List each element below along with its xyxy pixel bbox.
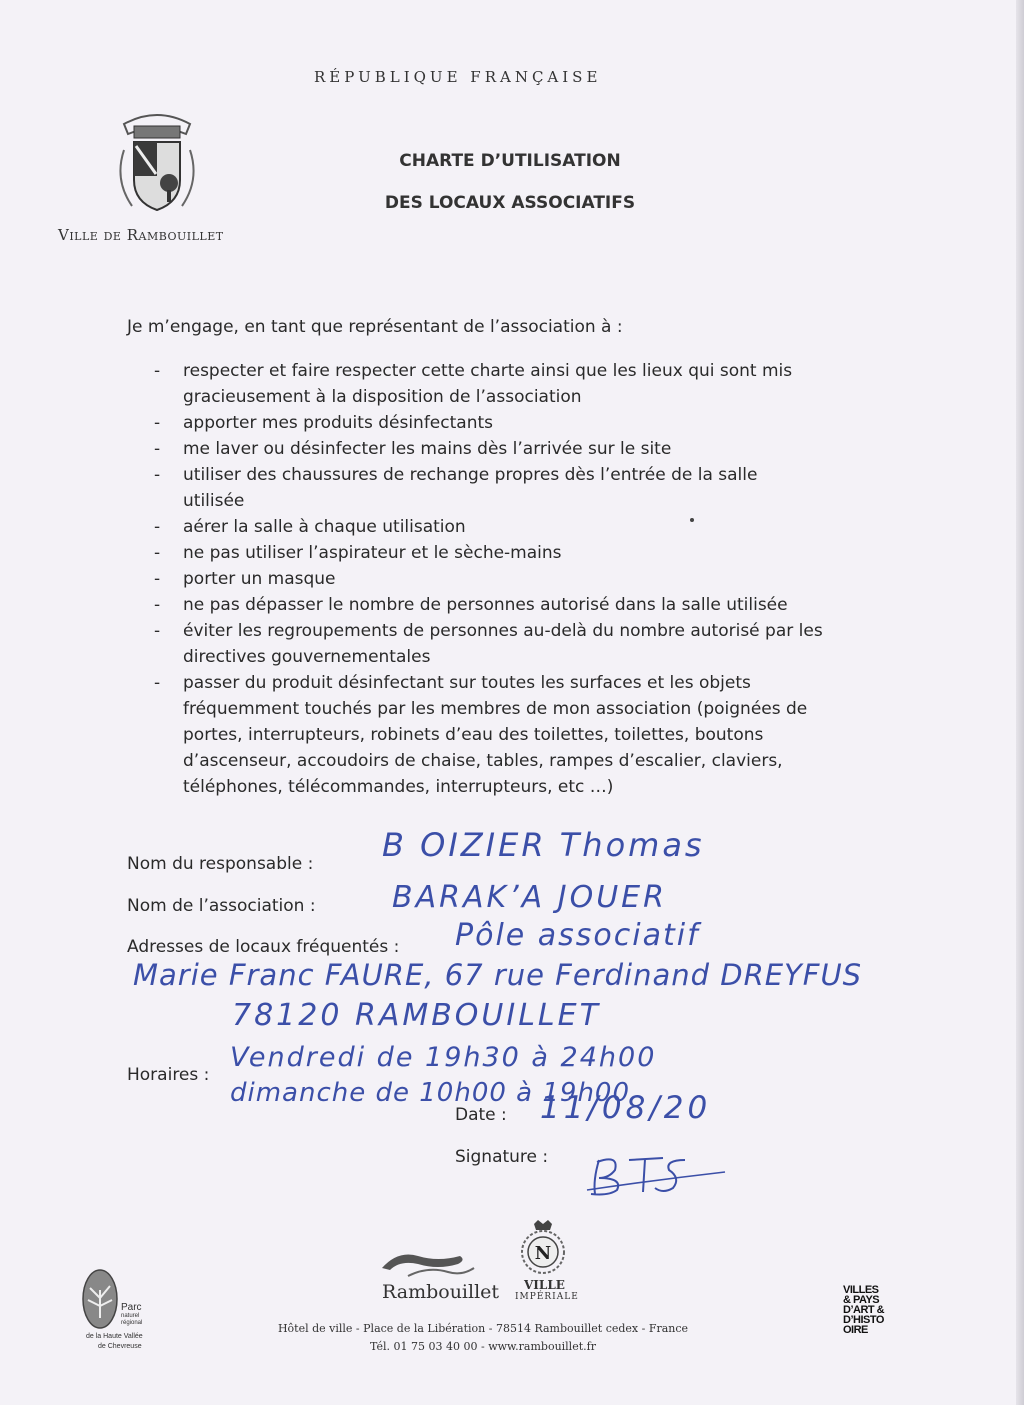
vpah-line: D’HISTO bbox=[843, 1314, 884, 1326]
bullet-dash: - bbox=[154, 621, 161, 641]
adresses-line2[interactable]: Marie Franc FAURE, 67 rue Ferdinand DREYFUS bbox=[133, 958, 863, 992]
town-name: Ville de Rambouillet bbox=[58, 226, 224, 244]
rule-line: porter un masque bbox=[183, 569, 336, 589]
horaires-label: Horaires : bbox=[127, 1065, 210, 1085]
list-item bbox=[150, 540, 895, 566]
medal-letter: N bbox=[534, 1243, 552, 1264]
bullet-dash: - bbox=[154, 595, 161, 615]
imperial-medal-icon bbox=[512, 1218, 574, 1276]
document-title-line1: CHARTE D’UTILISATION bbox=[399, 151, 621, 171]
list-item bbox=[150, 618, 895, 670]
horaires-line2[interactable]: dimanche de 10h00 à 19h00 bbox=[230, 1078, 631, 1108]
rule-line: téléphones, télécommandes, interrupteurs, etc …) bbox=[183, 777, 614, 797]
park-sub4: de Chevreuse bbox=[98, 1343, 142, 1350]
rules-list bbox=[150, 358, 895, 800]
vpah-line: & PAYS bbox=[843, 1294, 880, 1306]
list-item bbox=[150, 514, 895, 540]
rule-line: aérer la salle à chaque utilisation bbox=[183, 517, 466, 537]
page-edge bbox=[1016, 0, 1024, 1405]
rambouillet-logo-icon bbox=[378, 1246, 478, 1282]
rule-line: ne pas dépasser le nombre de personnes autorisé dans la salle utilisée bbox=[183, 595, 788, 615]
list-item bbox=[150, 670, 895, 800]
responsable-label: Nom du responsable : bbox=[127, 854, 314, 874]
park-sub2: régional bbox=[121, 1320, 143, 1326]
bullet-dash: - bbox=[154, 413, 161, 433]
rule-line: utiliser des chaussures de rechange propres dès l’entrée de la salle bbox=[183, 465, 758, 485]
adresses-label: Adresses de locaux fréquentés : bbox=[127, 937, 400, 957]
ville-label: VILLE bbox=[524, 1278, 565, 1292]
bullet-dash: - bbox=[154, 543, 161, 563]
vpah-line: D’ART & bbox=[843, 1304, 885, 1316]
list-item bbox=[150, 592, 895, 618]
rule-line: d’ascenseur, accoudoirs de chaise, tables, rampes d’escalier, claviers, bbox=[183, 751, 783, 771]
date-label: Date : bbox=[455, 1105, 507, 1125]
rule-line: me laver ou désinfecter les mains dès l’arrivée sur le site bbox=[183, 439, 672, 459]
park-name: Parc bbox=[121, 1302, 142, 1313]
rule-line: gracieusement à la disposition de l’association bbox=[183, 387, 582, 407]
responsable-value[interactable]: B OIZIER Thomas bbox=[382, 826, 705, 864]
park-sub3: de la Haute Vallée bbox=[86, 1333, 143, 1340]
rule-line: portes, interrupteurs, robinets d’eau des toilettes, toilettes, boutons bbox=[183, 725, 764, 745]
park-sub1: naturel bbox=[121, 1313, 140, 1319]
town-crest-icon bbox=[112, 110, 202, 220]
association-label: Nom de l’association : bbox=[127, 896, 316, 916]
footer-contact: Tél. 01 75 03 40 00 - www.rambouillet.fr bbox=[370, 1340, 596, 1353]
intro-text: Je m’engage, en tant que représentant de l’association à : bbox=[127, 317, 623, 337]
list-item bbox=[150, 566, 895, 592]
horaires-line1[interactable]: Vendredi de 19h30 à 24h00 bbox=[230, 1042, 657, 1073]
rule-line: ne pas utiliser l’aspirateur et le sèche-mains bbox=[183, 543, 562, 563]
signature-label: Signature : bbox=[455, 1147, 549, 1167]
list-item bbox=[150, 410, 895, 436]
bullet-dash: - bbox=[154, 517, 161, 537]
footer-address: Hôtel de ville - Place de la Libération - 78514 Rambouillet cedex - France bbox=[277, 1322, 689, 1335]
rule-line: passer du produit désinfectant sur toutes les surfaces et les objets bbox=[183, 673, 751, 693]
list-item bbox=[150, 462, 895, 514]
rule-line: fréquemment touchés par les membres de mon association (poignées de bbox=[183, 699, 808, 719]
bullet-dash: - bbox=[154, 673, 161, 693]
document-title-line2: DES LOCAUX ASSOCIATIFS bbox=[384, 193, 636, 213]
list-item bbox=[150, 436, 895, 462]
date-value[interactable]: 11/08/20 bbox=[540, 1090, 712, 1126]
bullet-dash: - bbox=[154, 439, 161, 459]
rambouillet-wordmark: Rambouillet bbox=[382, 1281, 500, 1303]
republic-text: RÉPUBLIQUE FRANÇAISE bbox=[314, 68, 602, 86]
rule-line: directives gouvernementales bbox=[183, 647, 431, 667]
rule-line: respecter et faire respecter cette charte ainsi que les lieux qui sont mis bbox=[183, 361, 793, 381]
bullet-dash: - bbox=[154, 361, 161, 381]
rule-line: apporter mes produits désinfectants bbox=[183, 413, 493, 433]
vpah-line: OIRE bbox=[843, 1324, 868, 1336]
adresses-line3[interactable]: 78120 RAMBOUILLET bbox=[232, 998, 601, 1033]
association-value[interactable]: BARAK’A JOUER bbox=[392, 880, 667, 915]
rule-line: utilisée bbox=[183, 491, 245, 511]
list-item bbox=[150, 358, 895, 410]
adresses-line1[interactable]: Pôle associatif bbox=[455, 918, 700, 953]
park-logo-icon bbox=[80, 1268, 120, 1330]
bullet-dash: - bbox=[154, 465, 161, 485]
bullet-dash: - bbox=[154, 569, 161, 589]
imperiale-label: IMPÉRIALE bbox=[515, 1292, 579, 1302]
handwritten-signature[interactable] bbox=[585, 1150, 735, 1200]
vpah-line: VILLES bbox=[843, 1284, 879, 1296]
rule-line: éviter les regroupements de personnes au-delà du nombre autorisé par les bbox=[183, 621, 823, 641]
